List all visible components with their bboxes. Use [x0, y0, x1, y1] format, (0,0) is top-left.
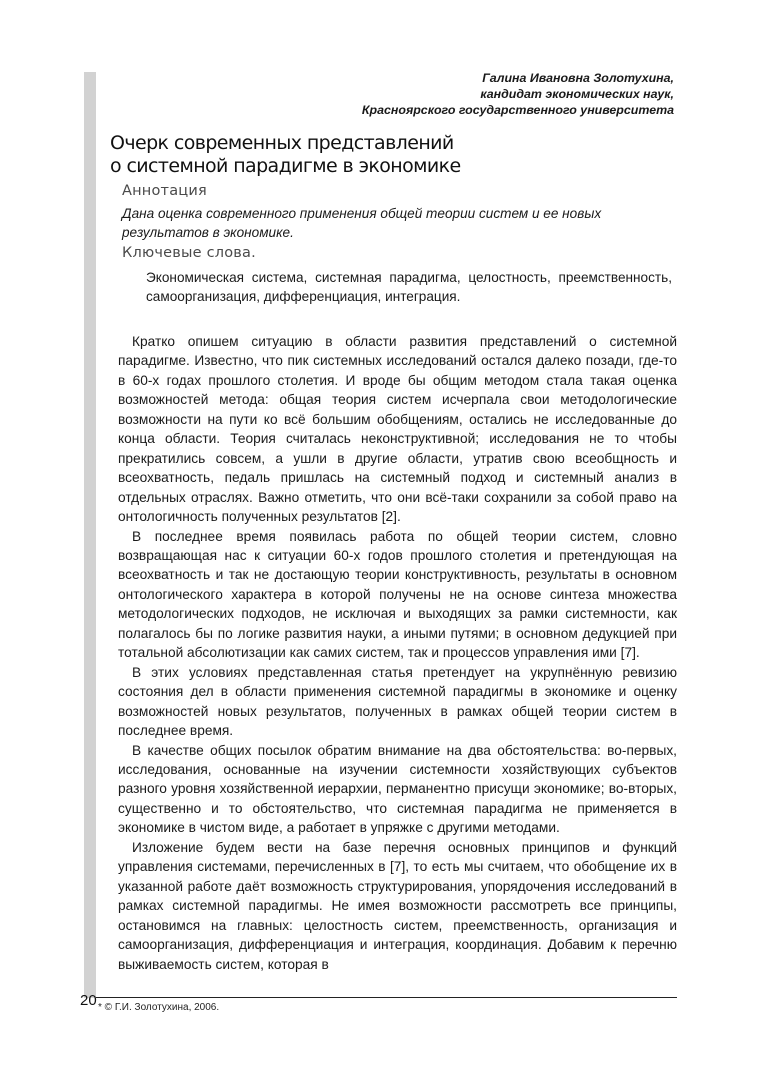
keywords-label: Ключевые слова.: [122, 245, 256, 261]
article-body: [118, 332, 677, 974]
author-block: [362, 70, 674, 118]
body-paragraph: Изложение будем вести на базе перечня основных принципов и функций управления системами, перечисленных в [7], то есть мы считаем, что обобщение их в указанной работе даёт возможность структурирования, упорядочения исследований в рамках системной парадигмы. Не имея возможности рассмотреть все принципы, остановимся на главных: целостность систем, преемственность, организация и самоорганизация, дифференциация и интеграция, координация. Добавим к перечню выживаемость систем, которая в: [118, 839, 677, 972]
title-line-1: Очерк современных представлений: [110, 132, 454, 154]
author-degree: кандидат экономических наук,: [480, 87, 674, 101]
footnote-divider: [96, 997, 677, 998]
annotation-text: Дана оценка современного применения общей теории систем и ее новых результатов в экономике.: [122, 206, 602, 240]
body-paragraph: В последнее время появилась работа по общей теории систем, словно возвращающая нас к ситуации 60-х годов прошлого столетия и претендующая на всеохватность и так не достающую теории конструктивность, результаты в основном онтологического характера в которой получены не на основе синтеза множества методологических подходов, не исключая и выходящих за рамки системности, как полагалось бы по логике развития науки, а иными путями; в основном дедукцией при тотальной абсолютизации как самих систем, так и процессов управления ими [7].: [118, 528, 677, 661]
page-number: 20: [80, 992, 97, 1009]
body-paragraph: В качестве общих посылок обратим внимание на два обстоятельства: во-первых, исследования, основанные на изучении системности хозяйствующих субъектов разного уровня хозяйственной иерархии, перманентно присущи экономике; во-вторых, существенно и то обстоятельство, что системная парадигма не применяется в экономике в чистом виде, а работает в упряжке с другими методами.: [118, 742, 677, 836]
title-line-2: о системной парадигме в экономике: [110, 155, 461, 177]
margin-bar: [84, 72, 96, 998]
author-name: Галина Ивановна Золотухина,: [482, 71, 674, 85]
keywords-text: Экономическая система, системная парадигма, целостность, преемственность, самоорганизация, дифференциация, интеграция.: [146, 270, 672, 304]
annotation-label: Аннотация: [122, 183, 207, 199]
body-paragraph: Кратко опишем ситуацию в области развития представлений о системной парадигме. Известно, что пик системных исследований остался далеко позади, где-то в 60-х годах прошлого столетия. И вроде бы общим методом стала такая оценка возможностей метода: общая теория систем исчерпала свои методологические возможности на пути ко всё большим обобщениям, остались не исследованные до конца области. Теория считалась неконструктивной; исследования не то чтобы прекратились совсем, а ушли в другие области, утратив свою всеобщность и всеохватность, педаль пришлась на системный подход и системный анализ в отдельных отраслях. Важно отметить, что они всё-таки сохранили за собой право на онтологичность полученных результатов [2].: [118, 334, 677, 525]
article-title: [110, 132, 461, 178]
author-affiliation: Красноярского государственного университета: [361, 103, 674, 117]
footnote: * © Г.И. Золотухина, 2006.: [98, 1002, 220, 1013]
body-paragraph: В этих условиях представленная статья претендует на укрупнённую ревизию состояния дел в области применения системной парадигмы в экономике и оценку возможностей новых результатов, полученных в рамках общей теории систем в последнее время.: [118, 664, 677, 739]
